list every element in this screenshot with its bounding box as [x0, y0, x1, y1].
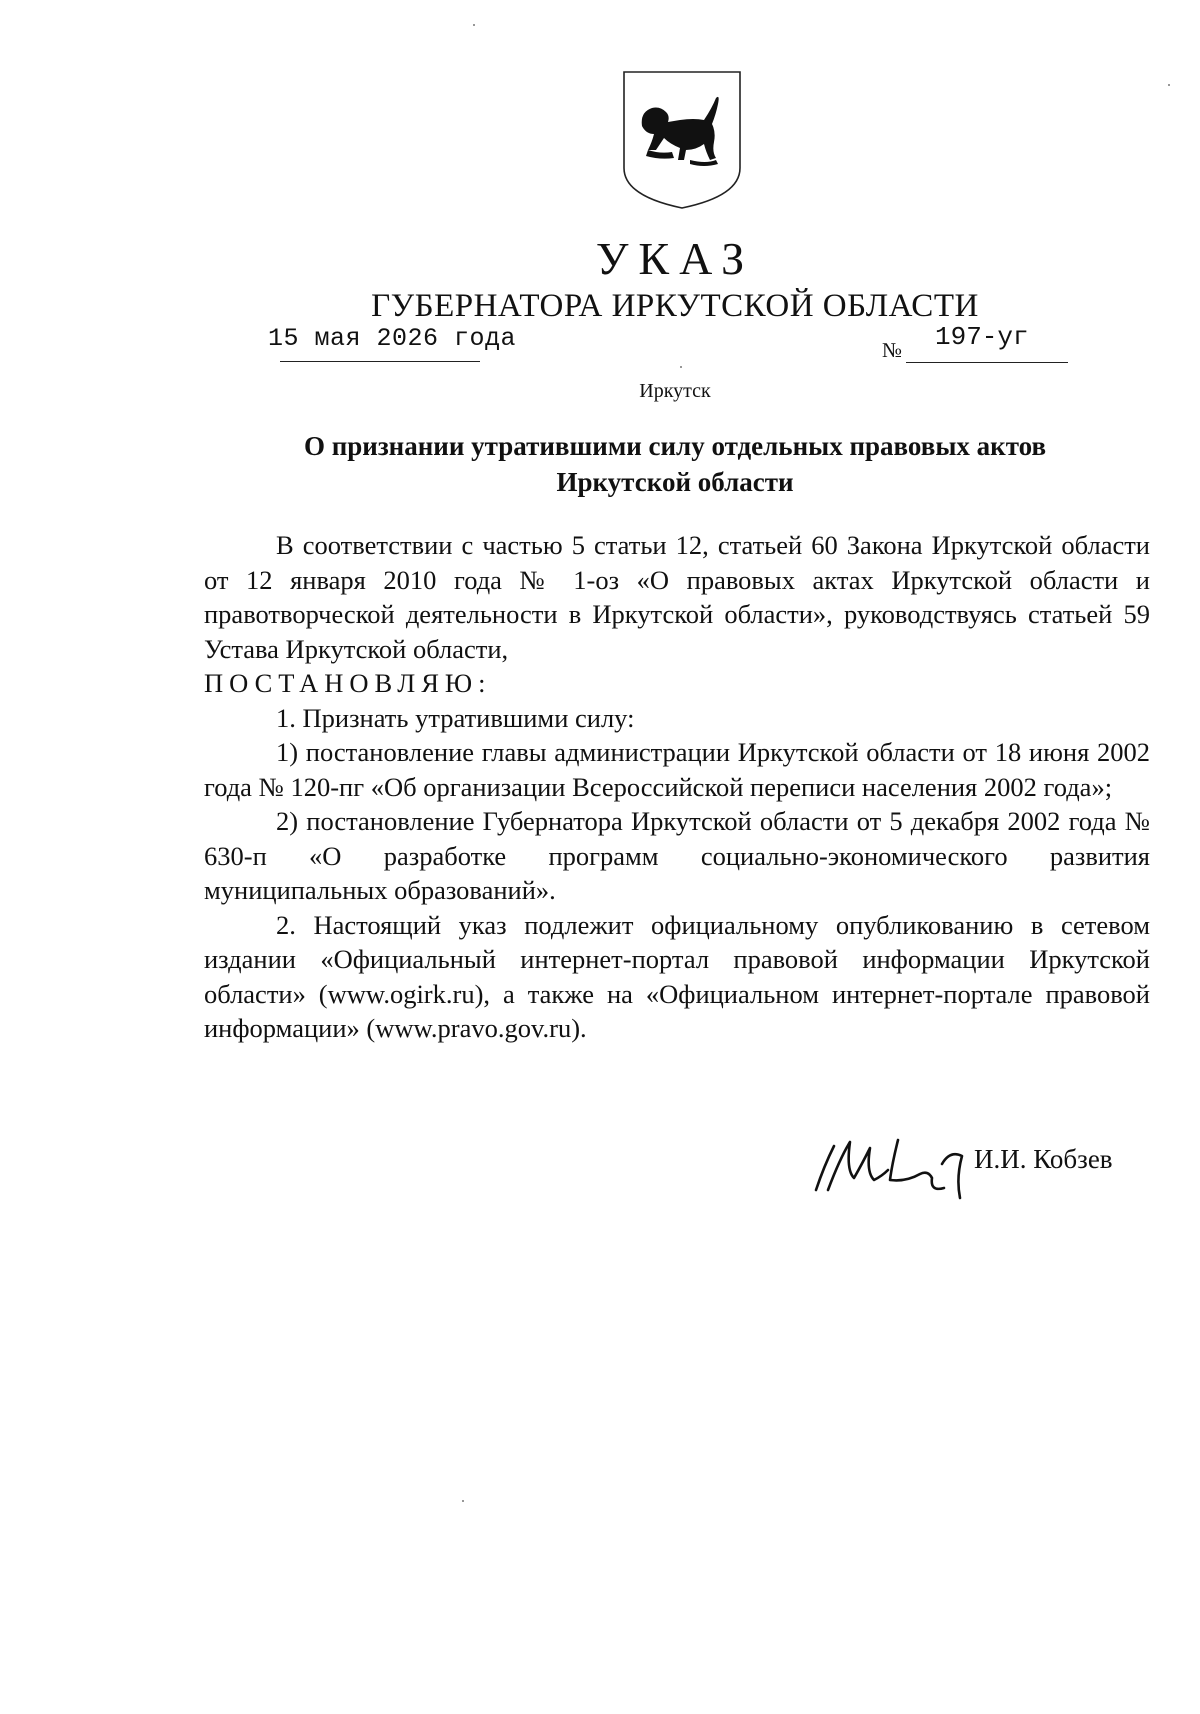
number-underline: [906, 362, 1068, 363]
coat-of-arms-icon: [620, 68, 744, 212]
item-1-2: 2) постановление Губернатора Иркутской области от 5 декабря 2002 года № 630-п «О разработке программ социально-экономического развития муниципальных образований».: [204, 806, 1150, 905]
resolve-clause: ПОСТАНОВЛЯЮ:: [204, 668, 492, 698]
document-date: 15 мая 2026 года: [268, 324, 517, 353]
signer-name: И.И. Кобзев: [974, 1144, 1113, 1174]
document-number: 197-уг: [935, 322, 1029, 352]
handwritten-signature: [810, 1120, 970, 1202]
scan-speck: [462, 1500, 464, 1502]
document-issuer: ГУБЕРНАТОРА ИРКУТСКОЙ ОБЛАСТИ: [371, 288, 979, 324]
item-1-1: 1) постановление главы администрации Иркутской области от 18 июня 2002 года № 120-пг «Об организации Всероссийской переписи населения 2002 года»;: [204, 737, 1150, 802]
number-sign: №: [882, 338, 903, 362]
document-body: [204, 528, 1150, 1046]
item-2: 2. Настоящий указ подлежит официальному опубликованию в сетевом издании «Официальный интернет-портал правовой информации Иркутской области» (www.ogirk.ru), а также на «Официальном интернет-портале правовой информации» (www.pravo.gov.ru).: [204, 909, 1150, 1043]
scan-speck: [1168, 84, 1170, 86]
heading-line-2: Иркутской области: [556, 467, 794, 497]
document-city: Иркутск: [639, 380, 711, 402]
document-title-ukaz: УКАЗ: [595, 233, 755, 284]
document-heading: [0, 428, 1200, 500]
heading-line-1: О признании утратившими силу отдельных правовых актов: [303, 431, 1047, 461]
preamble-paragraph: В соответствии с частью 5 статьи 12, статьей 60 Закона Иркутской области от 12 января 2010 года № 1-оз «О правовых актах Иркутской области и правотворческой деятельности в Иркутской области», руководствуясь статьей 59 Устава Иркутской области,: [204, 530, 1150, 664]
scan-speck: [473, 24, 475, 26]
scan-speck: [680, 366, 682, 368]
item-1: 1. Признать утратившими силу:: [276, 702, 635, 733]
date-underline: [280, 361, 480, 362]
